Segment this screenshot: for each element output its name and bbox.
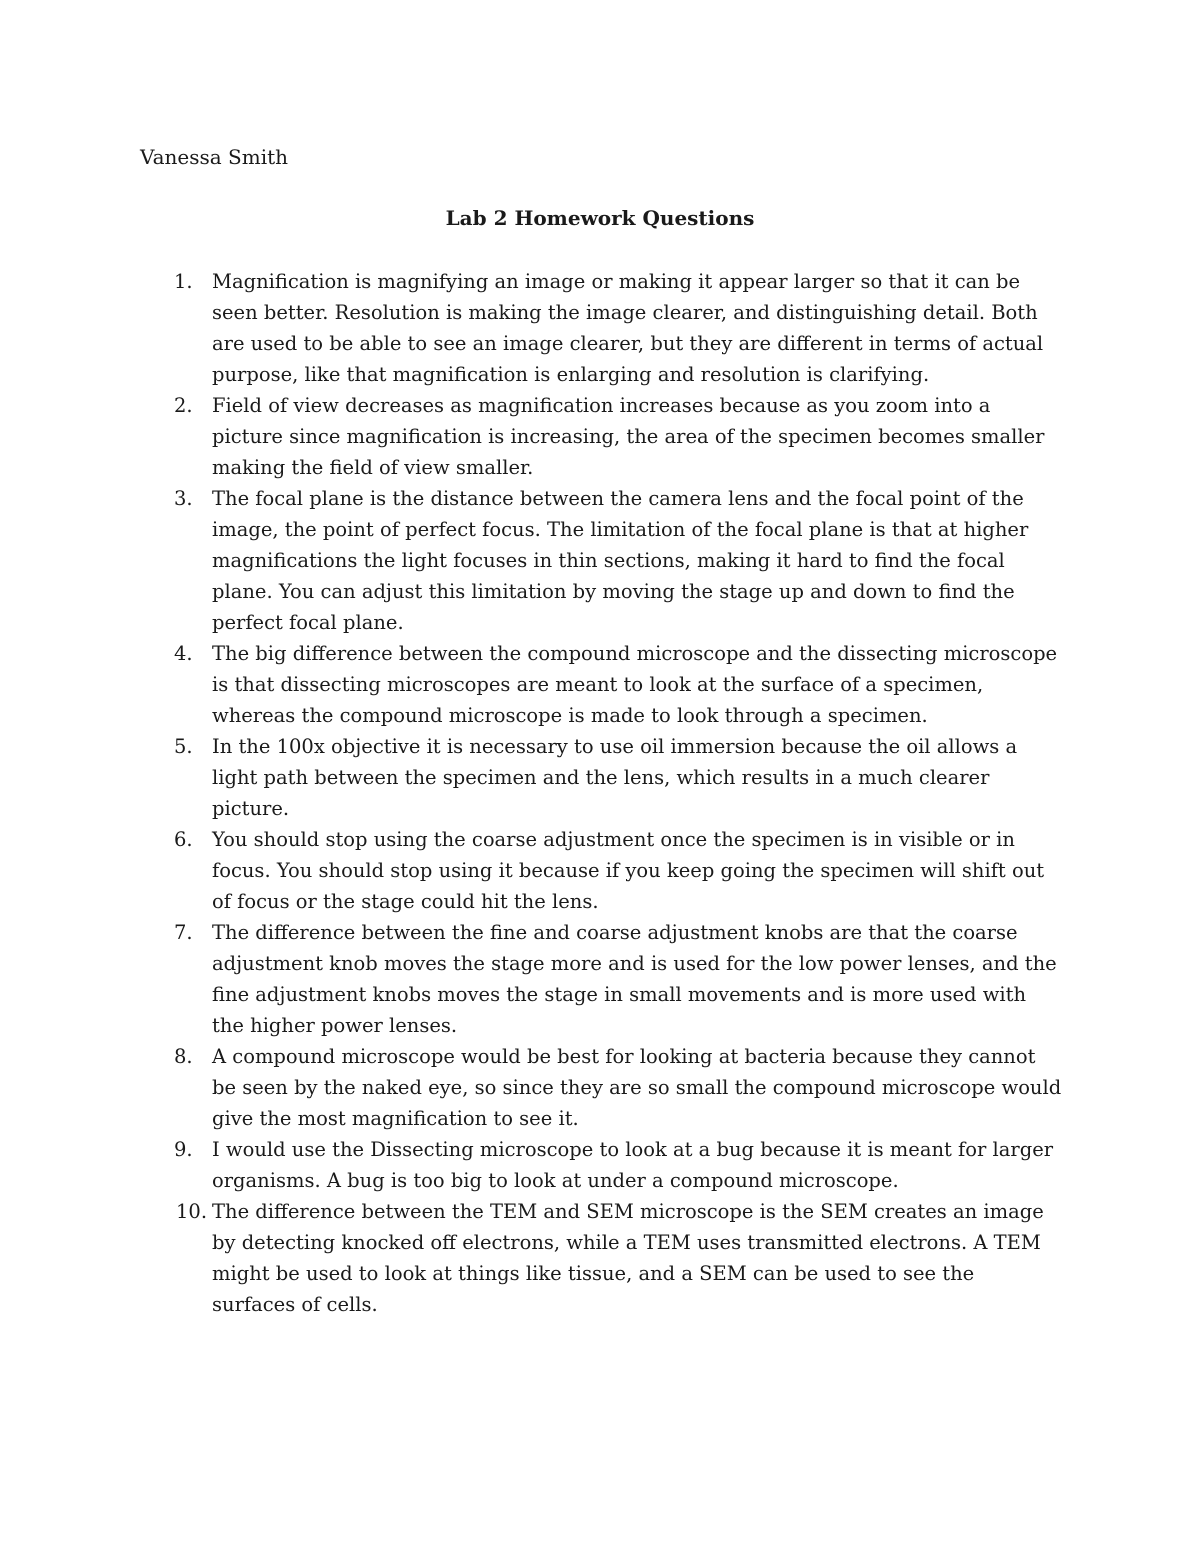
answer-number: 8. — [174, 1045, 193, 1068]
answer-number: 7. — [174, 921, 193, 944]
answer-text: The focal plane is the distance between the camera lens and the focal point of the image, the point of perfect focus. The limitation of the focal plane is that at higher magnifications the light focuses in thin sections, making it hard to find the focal plane. You can adjust this limitation by moving the stage up and down to find the perfect focal plane. — [212, 487, 1029, 634]
answer-item-9 — [0, 1134, 1062, 1196]
answer-number: 9. — [174, 1138, 193, 1161]
answer-text: The big difference between the compound microscope and the dissecting microscope is that dissecting microscopes are meant to look at the surface of a specimen, whereas the compound microscope is made to look through a specimen. — [212, 642, 1058, 727]
answer-text: In the 100x objective it is necessary to use oil immersion because the oil allows a light path between the specimen and the lens, which results in a much clearer picture. — [212, 735, 1018, 820]
answer-number: 5. — [174, 735, 193, 758]
answer-number: 3. — [174, 487, 193, 510]
answer-number: 2. — [174, 394, 193, 417]
answer-item-6 — [0, 824, 1062, 917]
answer-text: Field of view decreases as magnification increases because as you zoom into a picture since magnification is increasing, the area of the specimen becomes smaller making the field of view smaller. — [212, 394, 1045, 479]
answer-number: 4. — [174, 642, 193, 665]
answer-item-2 — [0, 390, 1062, 483]
answer-item-7 — [0, 917, 1062, 1041]
author-name: Vanessa Smith — [140, 145, 289, 169]
document-title: Lab 2 Homework Questions — [445, 206, 755, 230]
answer-item-1 — [0, 266, 1062, 390]
answer-text: Magnification is magnifying an image or making it appear larger so that it can be seen better. Resolution is making the image clearer, and distinguishing detail. Both are used to be able to see an image clearer, but they are different in terms of actual purpose, like that magnification is enlarging and resolution is clarifying. — [212, 270, 1044, 386]
answer-number: 1. — [174, 270, 193, 293]
answer-text: I would use the Dissecting microscope to look at a bug because it is meant for larger organisms. A bug is too big to look at under a compound microscope. — [212, 1138, 1054, 1192]
answer-item-10 — [0, 1196, 1062, 1320]
answer-number: 10. — [176, 1200, 208, 1223]
answer-text: A compound microscope would be best for looking at bacteria because they cannot be seen by the naked eye, so since they are so small the compound microscope would give the most magnification to see it. — [212, 1045, 1062, 1130]
answer-text: The difference between the TEM and SEM microscope is the SEM creates an image by detecting knocked off electrons, while a TEM uses transmitted electrons. A TEM might be used to look at things like tissue, and a SEM can be used to see the surfaces of cells. — [212, 1200, 1044, 1316]
answer-item-8 — [0, 1041, 1062, 1134]
answer-text: You should stop using the coarse adjustment once the specimen is in visible or in focus. You should stop using it because if you keep going the specimen will shift out of focus or the stage could hit the lens. — [212, 828, 1045, 913]
answer-item-4 — [0, 638, 1062, 731]
answer-text: The difference between the fine and coarse adjustment knobs are that the coarse adjustment knob moves the stage more and is used for the low power lenses, and the fine adjustment knobs moves the stage in small movements and is more used with the higher power lenses. — [212, 921, 1057, 1037]
answer-item-3 — [0, 483, 1062, 638]
answer-item-5 — [0, 731, 1062, 824]
answer-list — [0, 266, 1062, 1320]
answer-number: 6. — [174, 828, 193, 851]
